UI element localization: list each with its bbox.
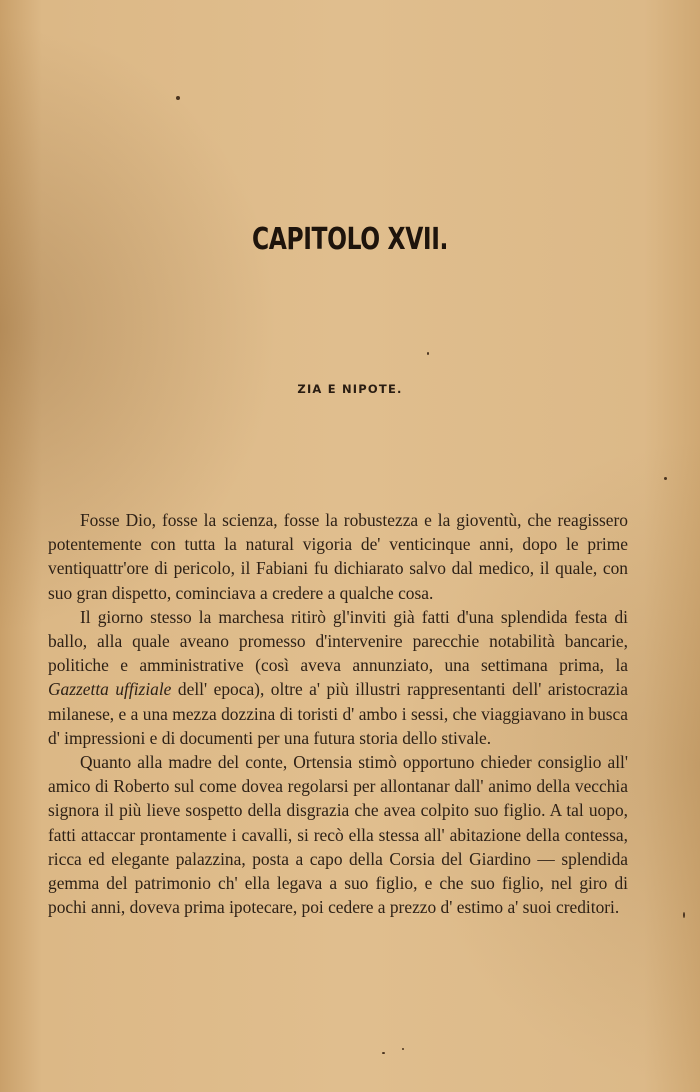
chapter-subtitle: ZIA E NIPOTE. xyxy=(297,382,403,396)
page-speck xyxy=(176,96,180,100)
page-speck xyxy=(427,352,429,355)
newspaper-title: Gazzetta uffiziale xyxy=(48,679,172,700)
page-speck xyxy=(382,1052,385,1054)
page-speck xyxy=(402,1048,404,1050)
page-speck xyxy=(683,912,685,918)
paragraph: Fosse Dio, fosse la scienza, fosse la robustezza e la gioventù, che reagissero potentemente con tutta la natural vigoria de' venticinque anni, dopo le prime ventiquattr'ore di pericolo, il Fabiani fu dichiarato salvo dal medico, il quale, con suo gran dispetto, cominciava a credere a qualche cosa. xyxy=(48,510,628,603)
page-speck xyxy=(664,477,667,480)
chapter-title: CAPITOLO XVII. xyxy=(251,222,449,257)
body-text xyxy=(48,508,628,919)
paragraph: Quanto alla madre del conte, Ortensia stimò opportuno chieder consiglio all' amico di Roberto sul come dovea regolarsi per allontanar dall' animo della vecchia signora il più lieve sospetto della disgrazia che avea colpito suo figlio. A tal uopo, fatti attaccar prontamente i cavalli, si recò ella stessa all' abitazione della contessa, ricca ed elegante palazzina, posta a capo della Corsia del Giardino — splendida gemma del patrimonio ch' ella legava a suo figlio, e che suo figlio, nel giro di pochi anni, doveva prima ipotecare, poi cedere a prezzo d' estimo a' suoi creditori. xyxy=(48,752,628,918)
paragraph: Il giorno stesso la marchesa ritirò gl'inviti già fatti d'una splendida festa di ballo, alla quale aveano promesso d'intervenire parecchie notabilità bancarie, politiche e amministrative (così aveva annunziato, una settimana prima, la Gazzetta uffiziale dell' epoca), oltre a' più illustri rappresentanti dell' aristocrazia milanese, e a una mezza dozzina di toristi d' ambo i sessi, che viaggiavano in busca d' impressioni e di documenti per una futura storia dello stivale. xyxy=(48,606,628,748)
